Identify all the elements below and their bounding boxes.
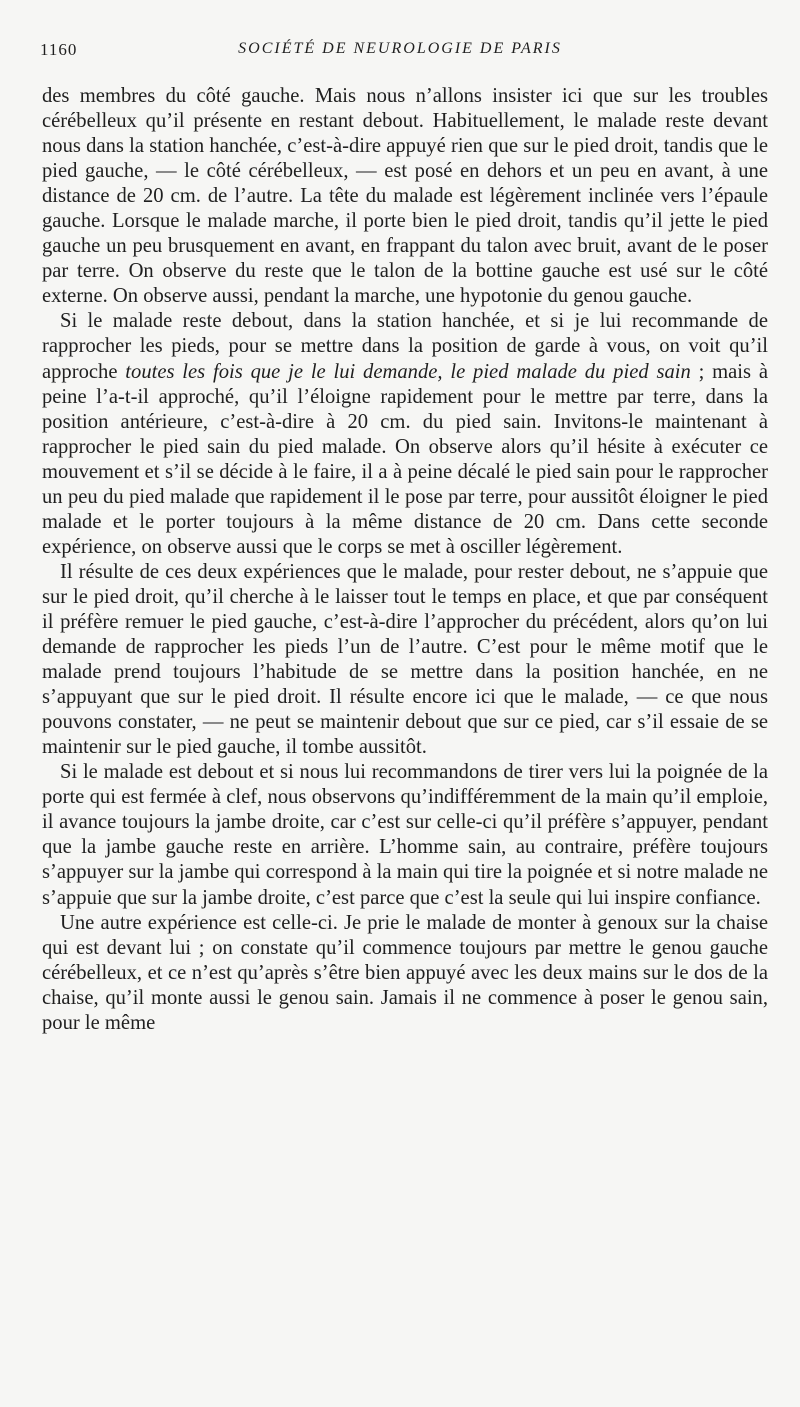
body-text bbox=[42, 84, 768, 1036]
page-number: 1160 bbox=[40, 40, 78, 59]
journal-title: SOCIÉTÉ DE NEUROLOGIE DE PARIS bbox=[238, 40, 562, 57]
paragraph-text: Il résulte de ces deux expériences que le malade, pour rester debout, ne s’appuie que sur le pied droit, qu’il cherche à le laisser tout le temps en place, et que par conséquent il préfère remuer le pied gauche, c’est-à-dire l’approcher du précédent, alors qu’on lui demande de rapprocher les pieds l’un de l’autre. C’est pour le même motif que le malade prend toujours l’habitude de se mettre dans la position hanchée, en ne s’appuyant que sur le pied droit. Il résulte encore ici que le malade, — ce que nous pouvons constater, — ne peut se maintenir debout que sur ce pied, car s’il essaie de se maintenir sur le pied gauche, il tombe aussitôt. bbox=[42, 560, 768, 759]
paragraph-text: des membres du côté gauche. Mais nous n’allons insister ici que sur les troubles cérébelleux qu’il présente en restant debout. Habituellement, le malade reste devant nous dans la station hanchée, c’est-à-dire appuyé rien que sur le pied droit, tandis que le pied gauche, — le côté cérébelleux, — est posé en dehors et un peu en avant, à une distance de 20 cm. de l’autre. La tête du malade est légèrement inclinée vers l’épaule gauche. Lorsque le malade marche, il porte bien le pied droit, tandis qu’il jette le pied gauche un peu brusquement en avant, en frappant du talon avec bruit, avant de le poser par terre. On observe du reste que le talon de la bottine gauche est usé sur le côté externe. On observe aussi, pendant la marche, une hypotonie du genou gauche. bbox=[42, 85, 768, 308]
paragraph-text: Si le malade reste debout, dans la station hanchée, et si je lui recommande de rapprocher les pieds, pour se mettre dans la position de garde à vous, on voit qu’il approche bbox=[42, 310, 768, 383]
paragraph bbox=[42, 309, 768, 559]
paragraph-text: ; mais à peine l’a-t-il approché, qu’il l’éloigne rapidement pour le mettre par terre, dans la position antérieure, c’est-à-dire à 20 cm. du pied sain. Invitons-le maintenant à rapprocher le pied sain du pied malade. On observe alors qu’il hésite à exécuter ce mouvement et s’il se décide à le faire, il a à peine décalé le pied sain pour le rapprocher un peu du pied malade que rapidement il le pose par terre, pour aussitôt éloigner le pied malade et le porter toujours à la même distance de 20 cm. Dans cette seconde expérience, on observe aussi que le corps se met à osciller légèrement. bbox=[42, 360, 768, 558]
italic-phrase: toutes les fois que je le lui demande, le pied malade du pied sain bbox=[125, 360, 691, 383]
paragraph-text: Une autre expérience est celle-ci. Je prie le malade de monter à genoux sur la chaise qui est devant lui ; on constate qu’il commence toujours par mettre le genou gauche cérébelleux, et ce n’est qu’après s’être bien appuyé avec les deux mains sur le dos de la chaise, qu’il monte aussi le genou sain. Jamais il ne commence à poser le genou sain, pour le même bbox=[42, 911, 768, 1034]
paragraph bbox=[42, 560, 768, 760]
paragraph bbox=[42, 84, 768, 309]
paragraph bbox=[42, 760, 768, 910]
running-head bbox=[34, 40, 766, 66]
paragraph-text: Si le malade est debout et si nous lui recommandons de tirer vers lui la poignée de la porte qui est fermée à clef, nous observons qu’indifféremment de la main qu’il emploie, il avance toujours la jambe droite, car c’est sur celle-ci qu’il préfère s’appuyer, pendant que la jambe gauche reste en arrière. L’homme sain, au contraire, préfère toujours s’appuyer sur la jambe qui correspond à la main qui tire la poignée et si notre malade ne s’appuie que sur la jambe droite, c’est parce que c’est la seule qui lui inspire confiance. bbox=[42, 761, 768, 909]
paragraph bbox=[42, 911, 768, 1036]
